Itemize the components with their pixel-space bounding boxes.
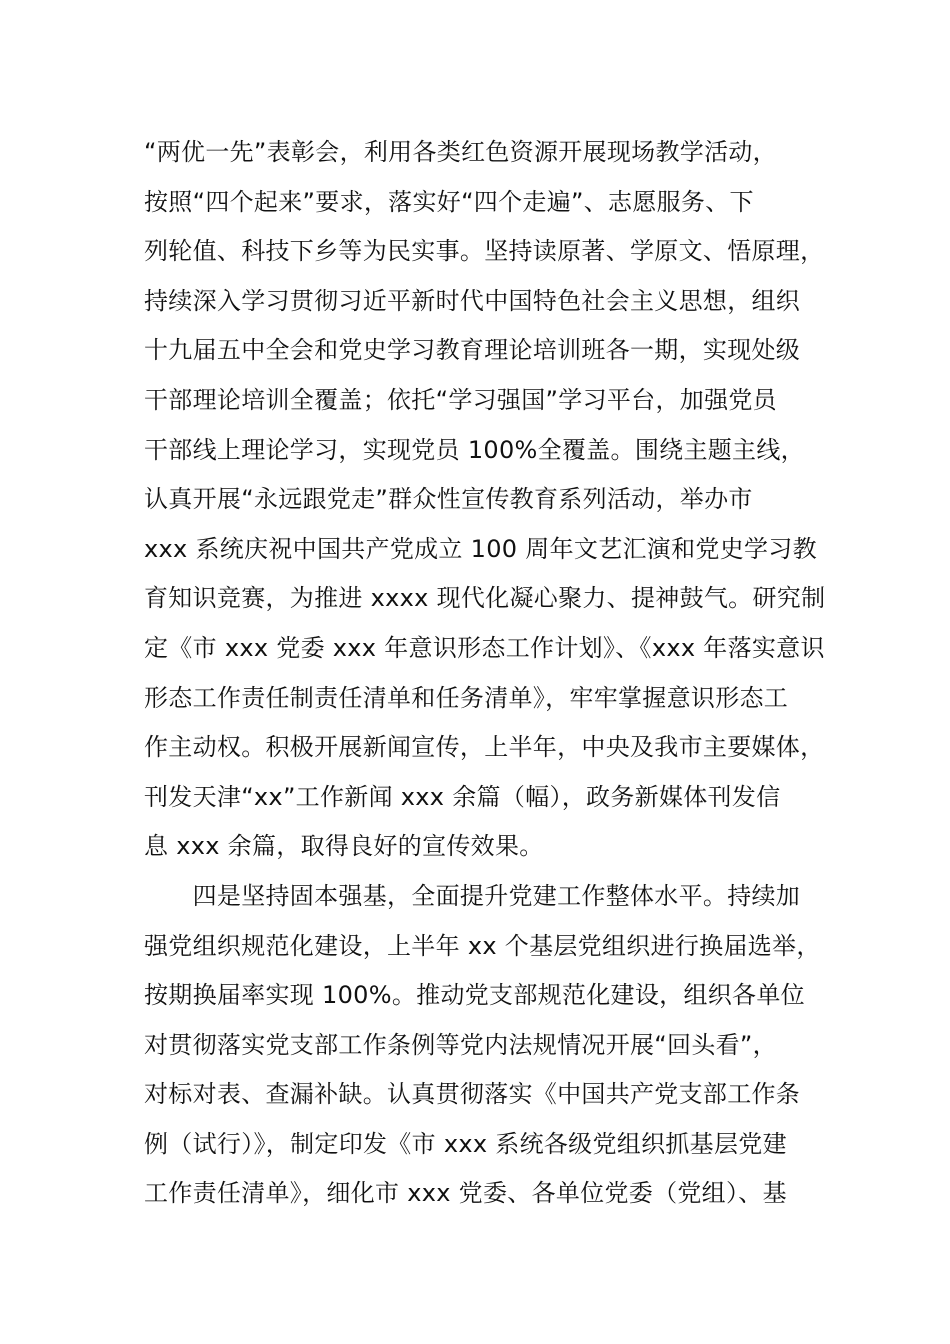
text-line: 对贯彻落实党支部工作条例等党内法规情况开展“回头看”， [144,1030,777,1059]
text-line: 持续深入学习贯彻习近平新时代中国特色社会主义思想，组织 [144,286,801,315]
text-line: 作主动权。积极开展新闻宣传，上半年，中央及我市主要媒体， [144,733,825,762]
text-line: 十九届五中全会和党史学习教育理论培训班各一期，实现处级 [144,336,801,365]
text-line: 对标对表、查漏补缺。认真贯彻落实《中国共产党支部工作条 [144,1080,801,1109]
text-line: “两优一先”表彰会，利用各类红色资源开展现场教学活动， [144,138,777,166]
text-line: 干部线上理论学习，实现党员 100%全覆盖。围绕主题主线， [144,435,805,464]
text-line: 刊发天津“xx”工作新闻 xxx 余篇（幅），政务新媒体刊发信 [144,782,781,811]
text-line: 形态工作责任制责任清单和任务清单》，牢牢掌握意识形态工 [144,683,789,712]
body-text [144,128,826,1219]
text-line: 例（试行）》，制定印发《市 xxx 系统各级党组织抓基层党建 [144,1129,787,1158]
text-line: 认真开展“永远跟党走”群众性宣传教育系列活动，举办市 [144,485,753,514]
text-line: 四是坚持固本强基，全面提升党建工作整体水平。持续加 [144,881,801,910]
text-line: 干部理论培训全覆盖；依托“学习强国”学习平台，加强党员 [144,385,777,414]
text-line: 育知识竞赛，为推进 xxxx 现代化凝心聚力、提神鼓气。研究制 [144,584,826,613]
text-line: 按期换届率实现 100%。推动党支部规范化建设，组织各单位 [144,981,805,1010]
text-line: 按照“四个起来”要求，落实好“四个走遍”、志愿服务、下 [144,187,754,216]
text-line: xxx 系统庆祝中国共产党成立 100 周年文艺汇演和党史学习教 [144,534,817,563]
text-line: 息 xxx 余篇，取得良好的宣传效果。 [144,832,544,861]
text-line: 列轮值、科技下乡等为民实事。坚持读原著、学原文、悟原理， [144,237,825,266]
text-line: 定《市 xxx 党委 xxx 年意识形态工作计划》、《xxx 年落实意识 [144,633,825,662]
text-line: 工作责任清单》，细化市 xxx 党委、各单位党委（党组）、基 [144,1179,787,1208]
text-line: 强党组织规范化建设，上半年 xx 个基层党组织进行换届选举， [144,931,821,960]
